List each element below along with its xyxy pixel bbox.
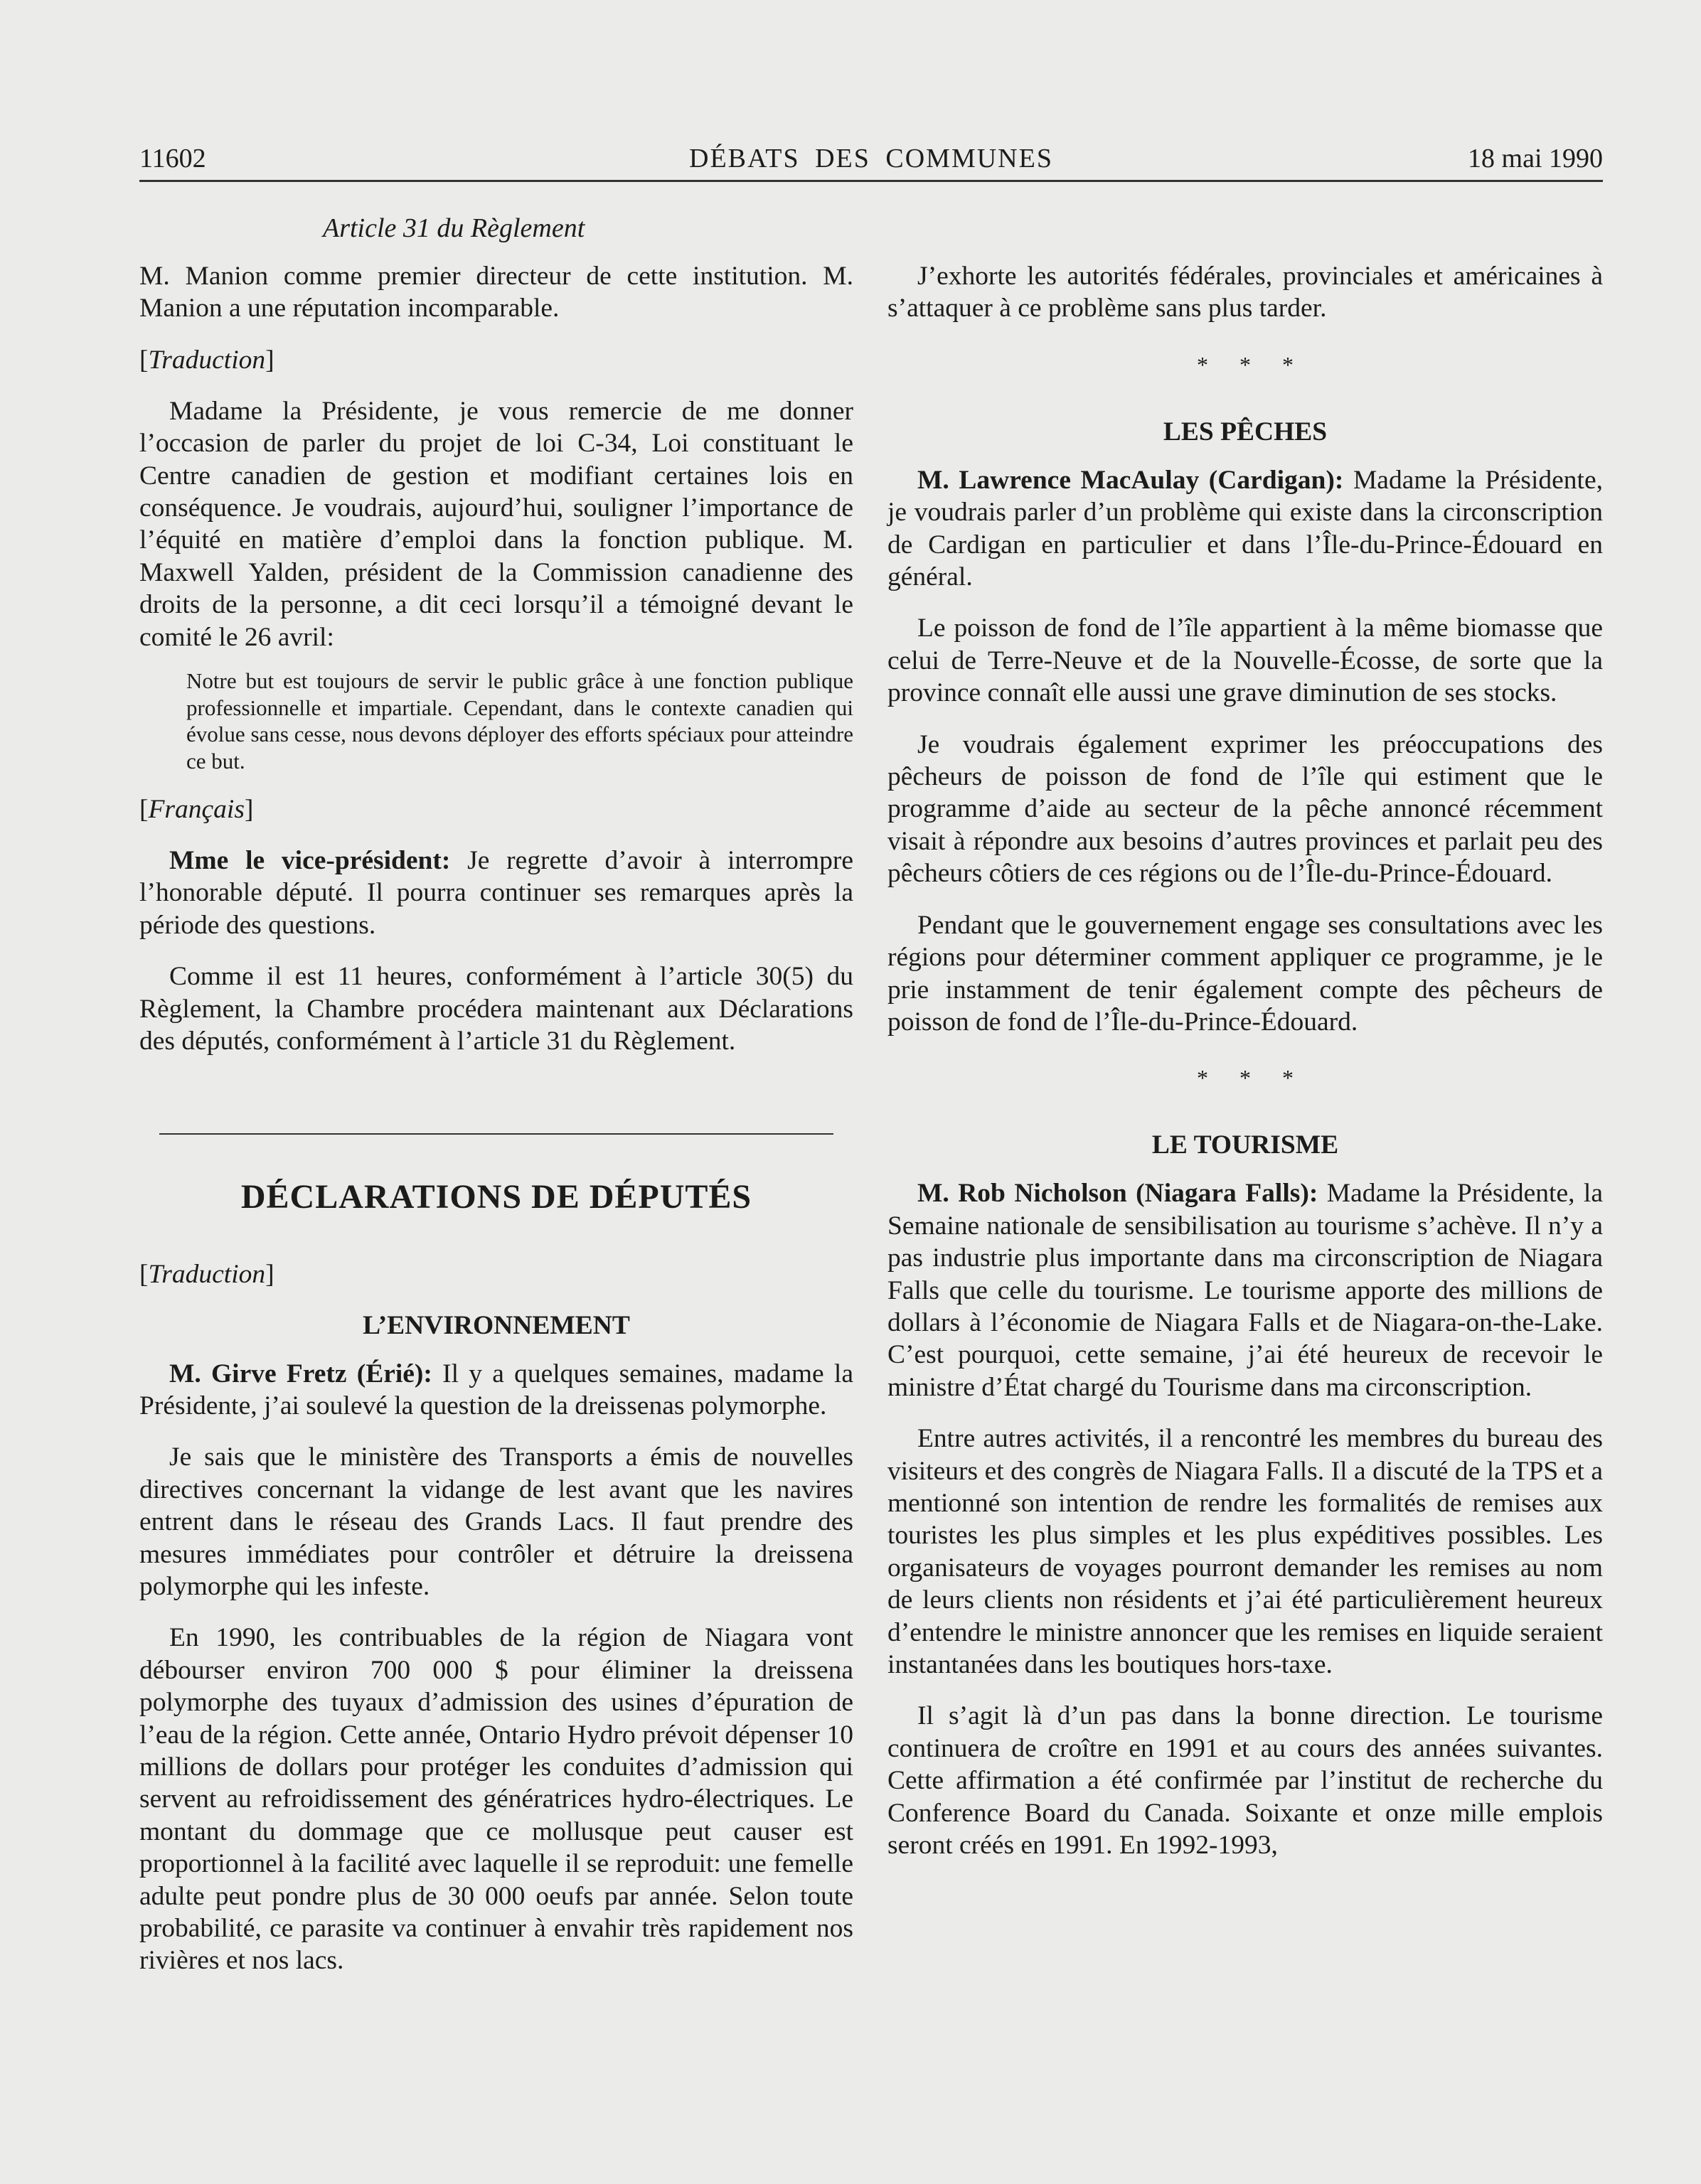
page-number: 11602 xyxy=(139,144,206,173)
speaker-name: M. Girve Fretz (Érié): xyxy=(169,1359,432,1388)
running-header xyxy=(139,139,1603,178)
paragraph: Le poisson de fond de l’île appartient à la même biomasse que celui de Terre-Neuve et de la Nouvelle-Écosse, de sorte que la province connaît elle aussi une grave diminution de ses stocks. xyxy=(887,614,1603,708)
paragraph xyxy=(887,1177,1603,1403)
speech-text: Madame la Présidente, je voudrais parler d’un problème qui existe dans la circonscription de Cardigan en particulier et dans l’Île-du-Prince-Édouard en général. xyxy=(887,465,1603,592)
article-reference: Article 31 du Règlement xyxy=(323,213,585,243)
language-tag: [Traduction] xyxy=(139,1259,274,1289)
speaker-name: Mme le vice-président: xyxy=(169,846,451,876)
section-divider-stars: * * * xyxy=(1197,351,1306,378)
language-tag-text: Traduction xyxy=(148,1259,266,1289)
section-separator xyxy=(159,1133,833,1135)
speaker-name: M. Rob Nicholson (Niagara Falls): xyxy=(917,1179,1318,1209)
paragraph: Il s’agit là d’un pas dans la bonne direction. Le tourisme continuera de croître en 1991 et au cours des années suivantes. Cette affirmation a été confirmée par l’institut de recherche du Conference Board du Canada. Soixante et onze mille emplois seront créés en 1991. En 1992-1993, xyxy=(887,1701,1603,1861)
header-rule xyxy=(139,180,1603,182)
language-tag: [Traduction] xyxy=(139,345,274,375)
paragraph: M. Manion comme premier directeur de cette institution. M. Manion a une réputation incomparable. xyxy=(139,262,853,323)
language-tag-text: Traduction xyxy=(148,345,266,375)
paragraph xyxy=(139,1358,853,1423)
speech-text: Madame la Présidente, la Semaine nationale de sensibilisation au tourisme s’achève. Il n’y a pas industrie plus importante dans ma circonscription de Niagara Falls que celle du tourisme. Le tourisme apporte des millions de dollars à l’économie de Niagara Falls et de Niagara-on-the-Lake. C’est pourquoi, cette semaine, j’ai été heureux de recevoir le ministre d’État chargé du Tourisme dans ma circonscription. xyxy=(887,1179,1603,1402)
left-column xyxy=(139,212,853,1977)
paragraph: Je voudrais également exprimer les préoccupations des pêcheurs de poisson de fond de l’île qui estiment que le programme d’aide au secteur de la pêche annoncé récemment visait à répondre aux besoins d’autres provinces et parlait peu des pêcheurs côtiers de ces régions ou de l’Île-du-Prince-Édouard. xyxy=(887,729,1603,889)
block-quote: Notre but est toujours de servir le public grâce à une fonction publique professionnelle et impartiale. Cependant, dans le contexte canadien qui évolue sans cesse, nous devons déployer des efforts spéciaux pour atteindre ce but. xyxy=(186,668,853,774)
subheading: LE TOURISME xyxy=(1151,1130,1339,1160)
paragraph xyxy=(887,464,1603,594)
paragraph: Comme il est 11 heures, conformément à l’article 30(5) du Règlement, la Chambre procédera maintenant aux Déclarations des députés, conformément à l’article 31 du Règlement. xyxy=(139,962,853,1056)
section-title: DÉCLARATIONS DE DÉPUTÉS xyxy=(240,1177,752,1216)
paragraph: Madame la Présidente, je vous remercie de me donner l’occasion de parler du projet de loi C-34, Loi constituant le Centre canadien de gestion et modifiant certaines lois en conséquence. Je voudrais, aujourd’hui, souligner l’importance de l’équité en matière d’emploi dans la fonction publique. M. Maxwell Yalden, président de la Commission canadienne des droits de la personne, a dit ceci lorsqu’il a témoigné devant le comité le 26 avril: xyxy=(139,396,853,652)
paragraph: En 1990, les contribuables de la région de Niagara vont débourser environ 700 000 $ pour éliminer la dreissena polymorphe des tuyaux d’admission des usines d’épuration de l’eau de la région. Cette année, Ontario Hydro prévoit dépenser 10 millions de dollars pour protéger les conduites d’admission qui servent au refroidissement des génératrices hydro-électriques. Le montant du dommage que ce mollusque peut causer est proportionnel à la facilité avec laquelle il se reproduit: une femelle adulte peut pondre plus de 30 000 oeufs par année. Selon toute probabilité, ce parasite va continuer à envahir très rapidement nos rivières et nos lacs. xyxy=(139,1623,853,1976)
header-date: 18 mai 1990 xyxy=(1468,144,1603,173)
speaker-name: M. Lawrence MacAulay (Cardigan): xyxy=(917,465,1344,495)
subheading: L’ENVIRONNEMENT xyxy=(363,1310,630,1340)
paragraph xyxy=(139,845,853,941)
speech-text: Il y a quelques semaines, madame la Présidente, j’ai soulevé la question de la dreissenas polymorphe. xyxy=(139,1359,853,1420)
language-tag: [Français] xyxy=(139,795,254,825)
section-divider-stars: * * * xyxy=(1197,1065,1306,1091)
publication-title: DÉBATS DES COMMUNES xyxy=(689,144,1053,173)
paragraph: Je sais que le ministère des Transports a émis de nouvelles directives concernant la vidange de lest avant que les navires entrent dans le réseau des Grands Lacs. Il faut prendre des mesures immédiates pour contrôler et détruire la dreissena polymorphe qui les infeste. xyxy=(139,1442,853,1601)
paragraph: Entre autres activités, il a rencontré les membres du bureau des visiteurs et des congrès de Niagara Falls. Il a discuté de la TPS et a mentionné son intention de rendre les formalités de remises aux touristes les plus simples et les plus expéditives possibles. Les organisateurs de voyages pourront demander les remises au nom de leurs clients non résidents et j’ai été particulièrement heureux d’entendre le ministre annoncer que les remises en liquide seraient instantanées dans les boutiques hors-taxe. xyxy=(887,1424,1603,1679)
subheading: LES PÊCHES xyxy=(1163,417,1328,446)
right-column xyxy=(887,212,1603,1861)
paragraph: Pendant que le gouvernement engage ses consultations avec les régions pour déterminer comment appliquer ce programme, je le prie instamment de tenir également compte des pêcheurs de poisson de fond de l’Île-du-Prince-Édouard. xyxy=(887,910,1603,1037)
paragraph: J’exhorte les autorités fédérales, provinciales et américaines à s’attaquer à ce problème sans plus tarder. xyxy=(887,262,1603,323)
speech-text: Je regrette d’avoir à interrompre l’honorable député. Il pourra continuer ses remarques après la période des questions. xyxy=(139,846,853,940)
language-tag-text: Français xyxy=(148,795,245,825)
